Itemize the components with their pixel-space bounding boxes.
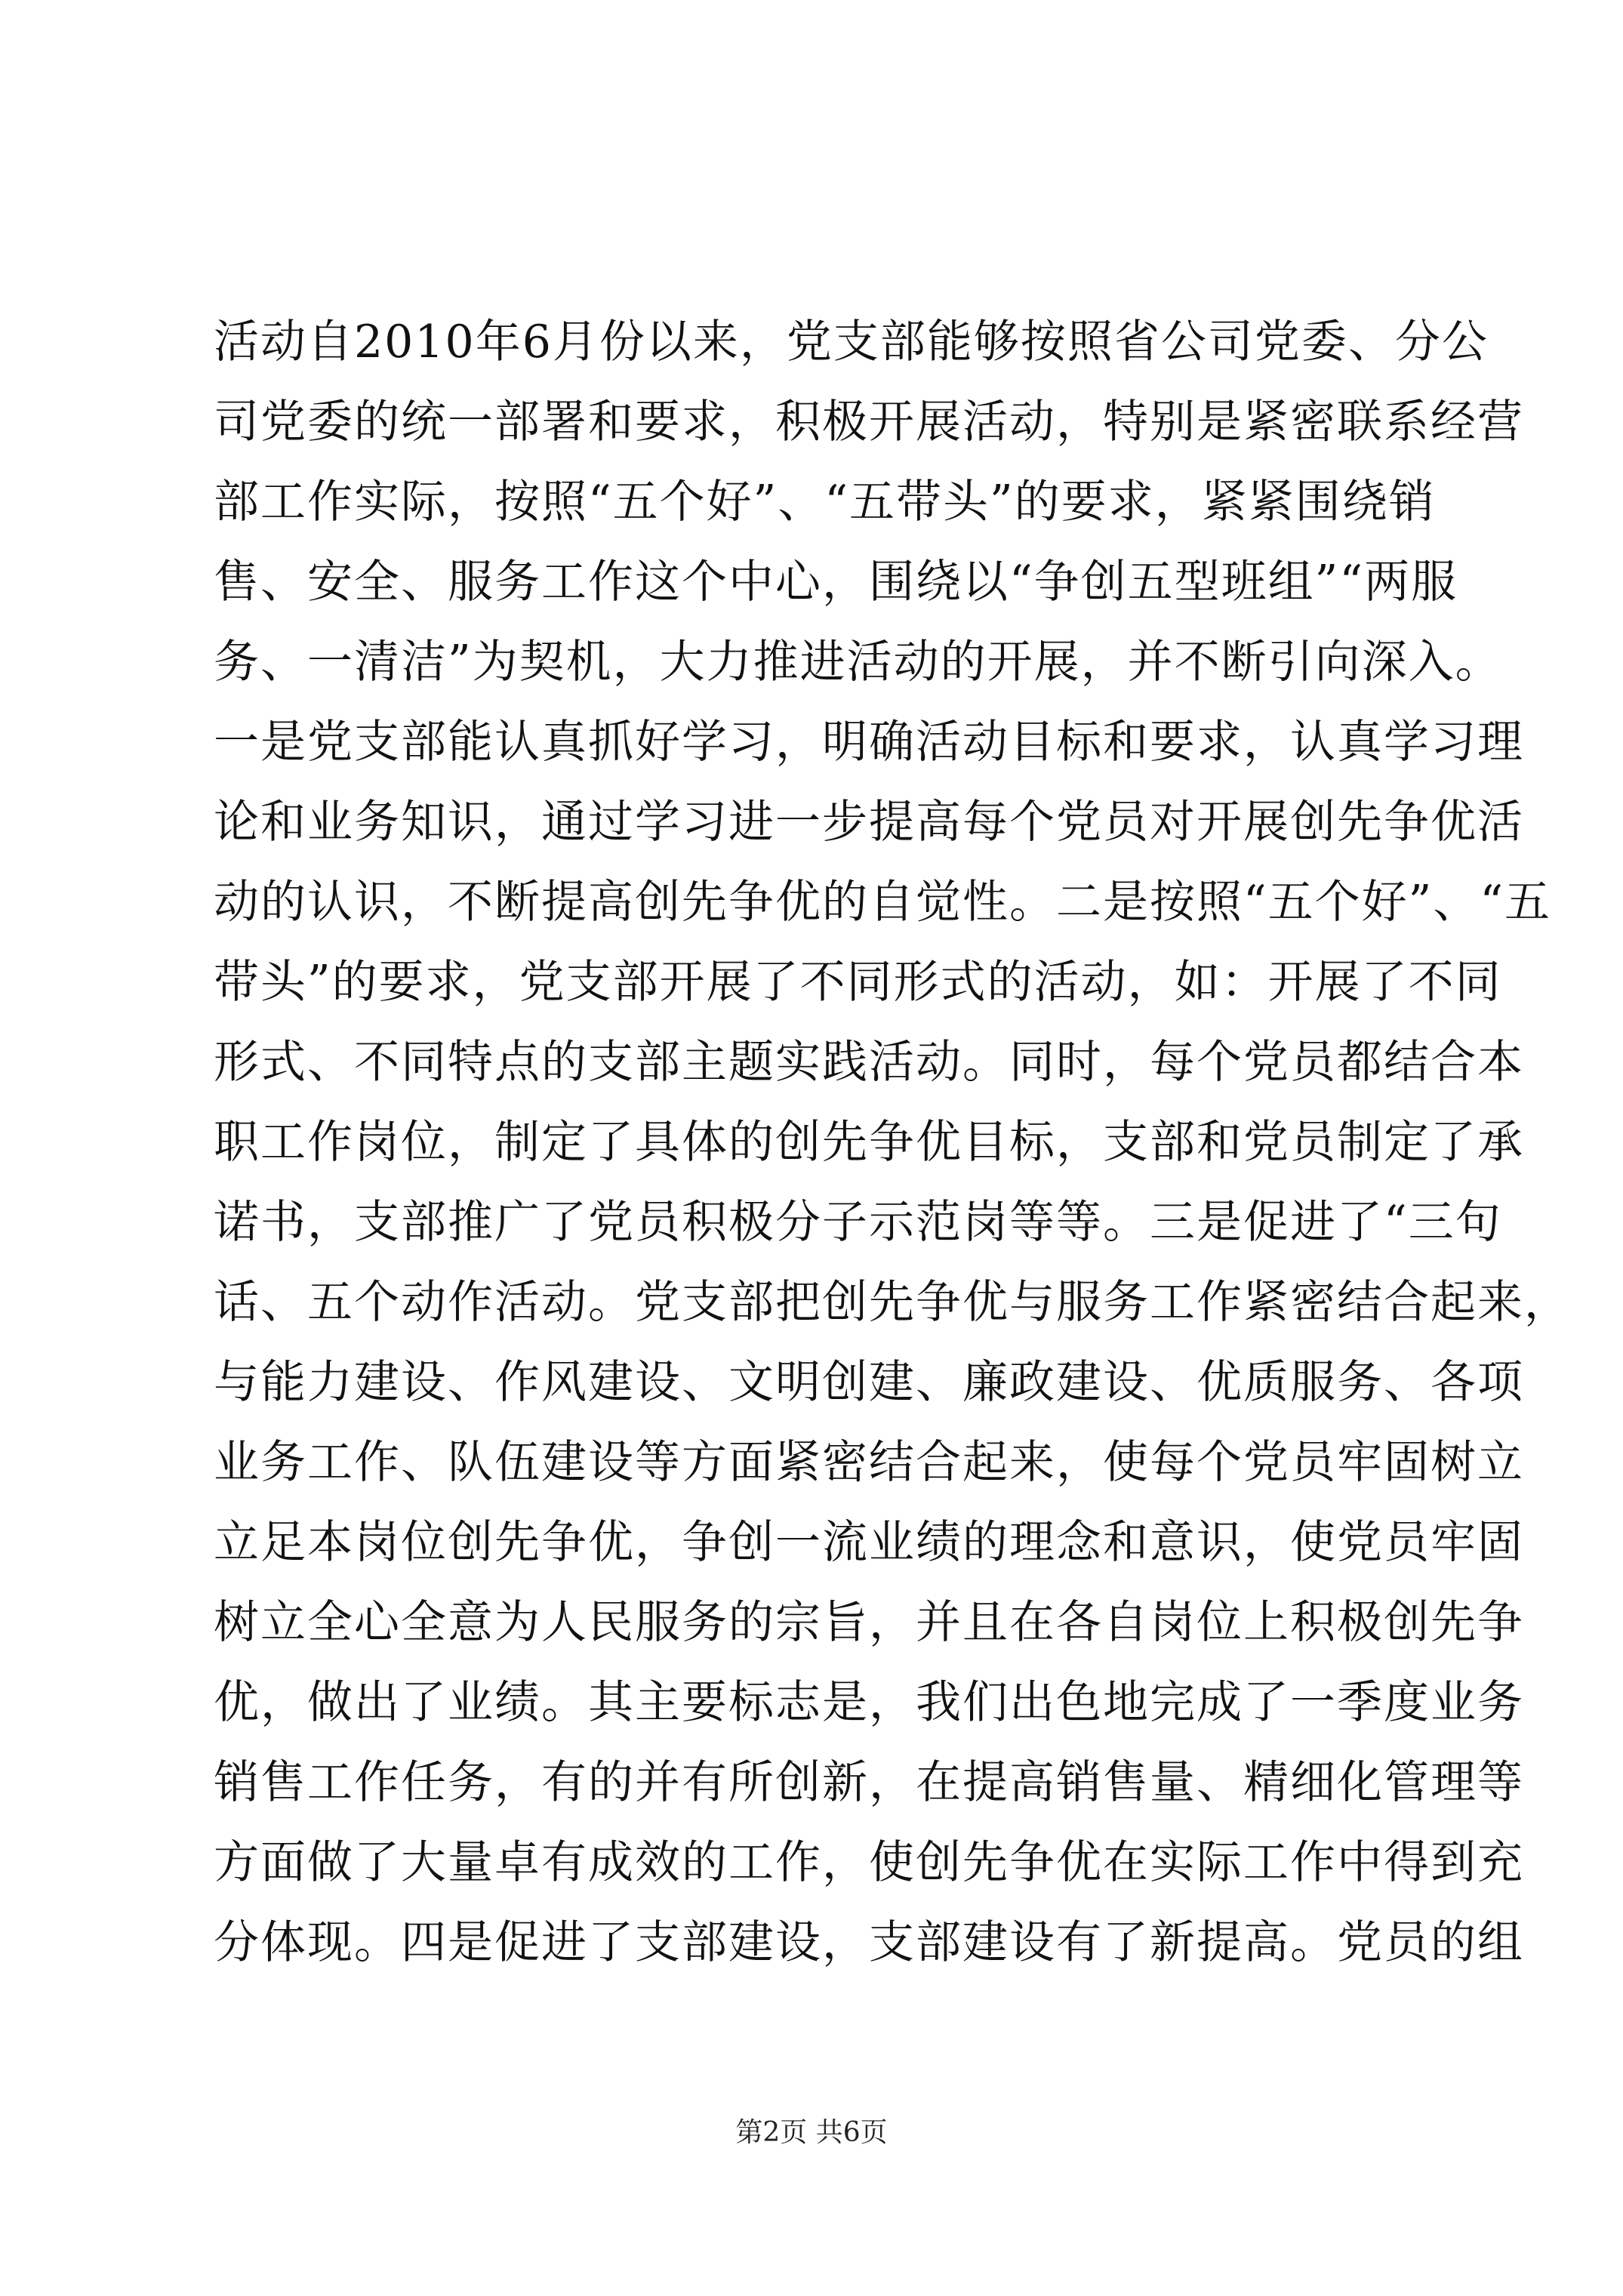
body-paragraph	[214, 302, 1571, 1983]
text-line: 一是党支部能认真抓好学习，明确活动目标和要求，认真学习理	[214, 716, 1524, 769]
text-line: 树立全心全意为人民服务的宗旨，并且在各自岗位上积极创先争	[214, 1596, 1524, 1649]
text-line: 优，做出了业绩。其主要标志是，我们出色地完成了一季度业务	[214, 1676, 1524, 1729]
text-line: 销售工作任务，有的并有所创新，在提高销售量、精细化管理等	[214, 1756, 1524, 1809]
text-line: 诺书，支部推广了党员积极分子示范岗等等。三是促进了“三句	[214, 1196, 1502, 1249]
text-line: 立足本岗位创先争优，争创一流业绩的理念和意识，使党员牢固	[214, 1516, 1524, 1569]
text-line: 务、一清洁”为契机，大力推进活动的开展，并不断引向深入。	[214, 636, 1502, 689]
text-line: 活动自2010年6月份以来，党支部能够按照省公司党委、分公	[214, 316, 1489, 368]
text-line: 动的认识，不断提高创先争优的自觉性。二是按照“五个好”、“五	[214, 876, 1552, 929]
page-number-footer: 第2页 共6页	[735, 2117, 888, 2148]
text-line: 论和业务知识，通过学习进一步提高每个党员对开展创先争优活	[214, 796, 1524, 849]
text-line: 方面做了大量卓有成效的工作，使创先争优在实际工作中得到充	[214, 1836, 1524, 1889]
text-line: 带头”的要求，党支部开展了不同形式的活动，如：开展了不同	[214, 956, 1502, 1009]
text-line: 售、安全、服务工作这个中心，围绕以“争创五型班组”“两服	[214, 556, 1458, 609]
text-line: 分体现。四是促进了支部建设，支部建设有了新提高。党员的组	[214, 1916, 1524, 1969]
text-line: 形式、不同特点的支部主题实践活动。同时，每个党员都结合本	[214, 1036, 1524, 1089]
text-line: 话、五个动作活动。党支部把创先争优与服务工作紧密结合起来，	[214, 1276, 1571, 1329]
text-line: 司党委的统一部署和要求，积极开展活动，特别是紧密联系经营	[214, 396, 1524, 448]
text-line: 职工作岗位，制定了具体的创先争优目标，支部和党员制定了承	[214, 1116, 1524, 1169]
text-line: 业务工作、队伍建设等方面紧密结合起来，使每个党员牢固树立	[214, 1436, 1524, 1489]
text-line: 与能力建设、作风建设、文明创建、廉政建设、优质服务、各项	[214, 1356, 1524, 1409]
text-line: 部工作实际，按照“五个好”、“五带头”的要求，紧紧围绕销	[214, 476, 1436, 529]
